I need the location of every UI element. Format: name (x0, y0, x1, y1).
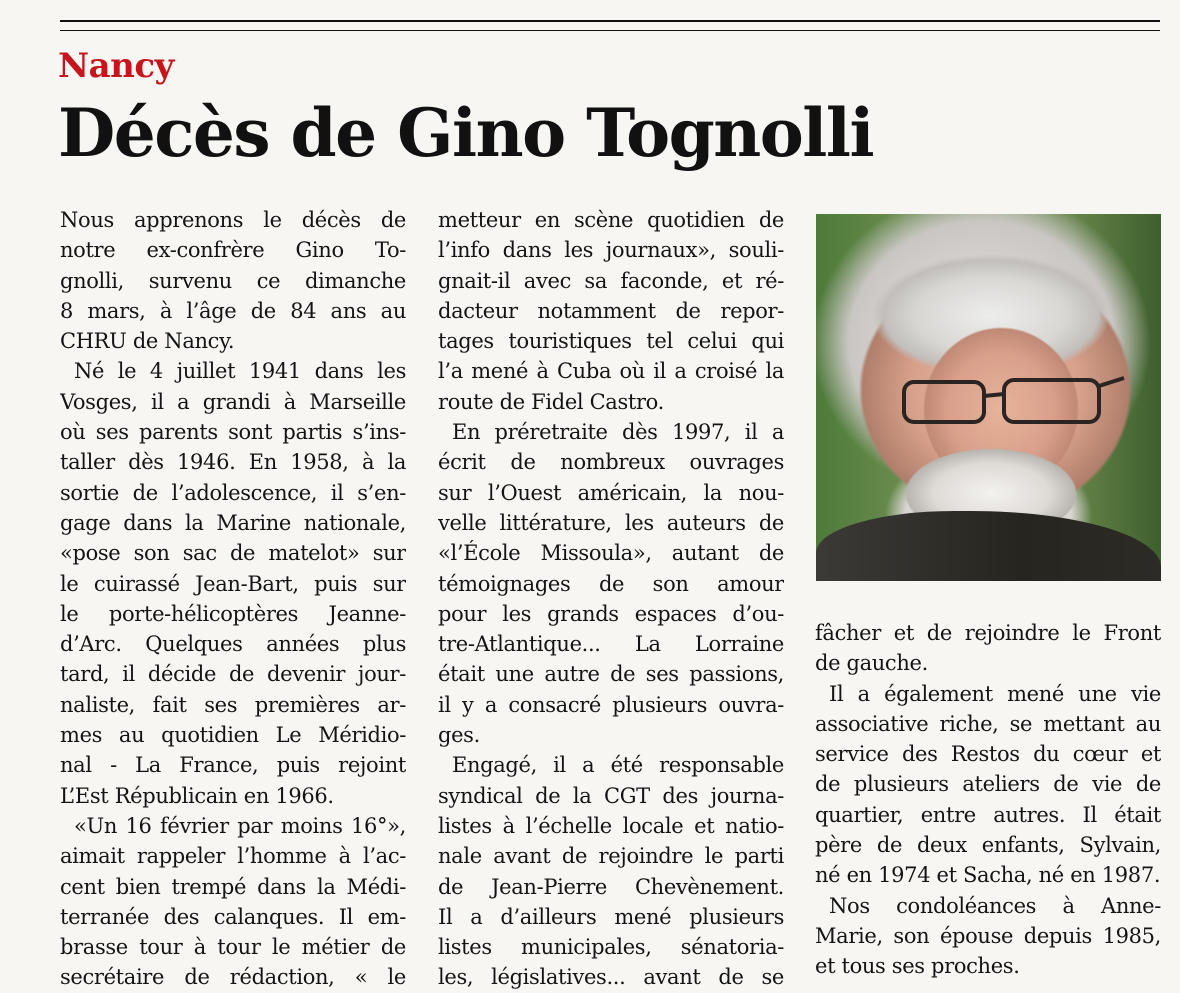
text-line: route de Fidel Castro. (438, 389, 664, 414)
text-line: velle littérature, les auteurs de (438, 510, 784, 535)
text-line: sortie de l’adolescence, il s’en- (60, 480, 406, 505)
text-line: listes municipales, sénatoria- (438, 935, 784, 960)
text-line: L’Est Républicain en 1966. (60, 783, 334, 808)
text-line: En préretraite dès 1997, il a (452, 420, 784, 445)
text-line: il y a consacré plusieurs ouvra- (438, 692, 784, 717)
section-rubric: Nancy (58, 46, 174, 86)
text-line: était une autre de ses passions, (438, 662, 784, 687)
text-line: gage dans la Marine nationale, (60, 510, 406, 535)
text-line: d’Arc. Quelques années plus (60, 632, 406, 657)
portrait-photo (816, 214, 1161, 581)
top-rule (60, 20, 1160, 22)
text-line: «Un 16 février par moins 16°», (74, 813, 406, 838)
text-line: «l’École Missoula», autant de (438, 541, 784, 566)
text-line: Il a d’ailleurs mené plusieurs (438, 904, 784, 929)
text-line: ges. (438, 723, 480, 748)
text-line: CHRU de Nancy. (60, 329, 235, 354)
text-line: Vosges, il a grandi à Marseille (60, 389, 406, 414)
text-line: «pose son sac de matelot» sur (60, 541, 406, 566)
top-rule-thin (60, 30, 1160, 31)
text-line: gnait-il avec sa faconde, et ré- (438, 268, 784, 293)
text-line: les, législatives... avant de se (438, 965, 784, 990)
text-line: de plusieurs ateliers de vie de (815, 772, 1161, 797)
photo-glasses (896, 372, 1126, 432)
text-line: Engagé, il a été responsable (452, 753, 784, 778)
text-line: tard, il décide de devenir jour- (60, 662, 406, 687)
text-line: tages touristiques tel celui qui (438, 329, 784, 354)
text-line: aimait rappeler l’homme à l’ac- (60, 844, 406, 869)
text-line: Né le 4 juillet 1941 dans les (74, 359, 406, 384)
text-line: l’a mené à Cuba où il a croisé la (438, 359, 784, 384)
text-line: nal - La France, puis rejoint (60, 753, 406, 778)
text-line: fâcher et de rejoindre le Front (815, 621, 1161, 645)
text-line: secrétaire de rédaction, « le (60, 965, 406, 990)
article-column-3 (815, 618, 1161, 982)
text-line: notre ex-confrère Gino To- (60, 238, 406, 263)
text-line: le porte-hélicoptères Jeanne- (60, 601, 406, 626)
text-line: Nous apprenons le décès de (60, 208, 406, 232)
text-line: nale avant de rejoindre le parti (438, 844, 784, 869)
text-line: mes au quotidien Le Méridio- (60, 723, 406, 748)
text-line: de gauche. (815, 651, 928, 676)
text-line: sur l’Ouest américain, la nou- (438, 480, 784, 505)
text-line: metteur en scène quotidien de (438, 208, 784, 232)
text-line: l’info dans les journaux», souli- (438, 238, 784, 263)
photo-shirt (816, 511, 1161, 581)
text-line: dacteur notamment de repor- (438, 298, 784, 323)
text-line: et tous ses proches. (815, 954, 1020, 979)
text-line: associative riche, se mettant au (815, 711, 1161, 736)
text-line: quartier, entre autres. Il était (815, 802, 1161, 827)
text-line: 8 mars, à l’âge de 84 ans au (60, 298, 406, 323)
text-line: né en 1974 et Sacha, né en 1987. (815, 863, 1161, 888)
text-line: témoignages de son amour (438, 571, 784, 596)
text-line: tre-Atlantique... La Lorraine (438, 632, 784, 657)
text-line: terranée des calanques. Il em- (60, 904, 406, 929)
text-line: syndical de la CGT des journa- (438, 783, 784, 808)
article-column-1 (60, 205, 406, 993)
text-line: le cuirassé Jean-Bart, puis sur (60, 571, 406, 596)
text-line: Il a également mené une vie (829, 681, 1161, 706)
text-line: Nos condoléances à Anne- (829, 893, 1161, 918)
text-line: Marie, son épouse depuis 1985, (815, 923, 1161, 948)
text-line: pour les grands espaces d’ou- (438, 601, 784, 626)
text-line: père de deux enfants, Sylvain, (815, 833, 1161, 858)
headline: Décès de Gino Tognolli (58, 94, 874, 172)
text-line: listes à l’échelle locale et natio- (438, 813, 784, 838)
text-line: de Jean-Pierre Chevènement. (438, 874, 784, 899)
text-line: brasse tour à tour le métier de (60, 935, 406, 960)
text-line: cent bien trempé dans la Médi- (60, 874, 406, 899)
text-line: service des Restos du cœur et (815, 742, 1161, 767)
text-line: naliste, fait ses premières ar- (60, 692, 406, 717)
article-column-2 (438, 205, 784, 993)
text-line: taller dès 1946. En 1958, à la (60, 450, 406, 475)
text-line: où ses parents sont partis s’ins- (60, 420, 406, 445)
text-line: gnolli, survenu ce dimanche (60, 268, 406, 293)
text-line: écrit de nombreux ouvrages (438, 450, 784, 475)
